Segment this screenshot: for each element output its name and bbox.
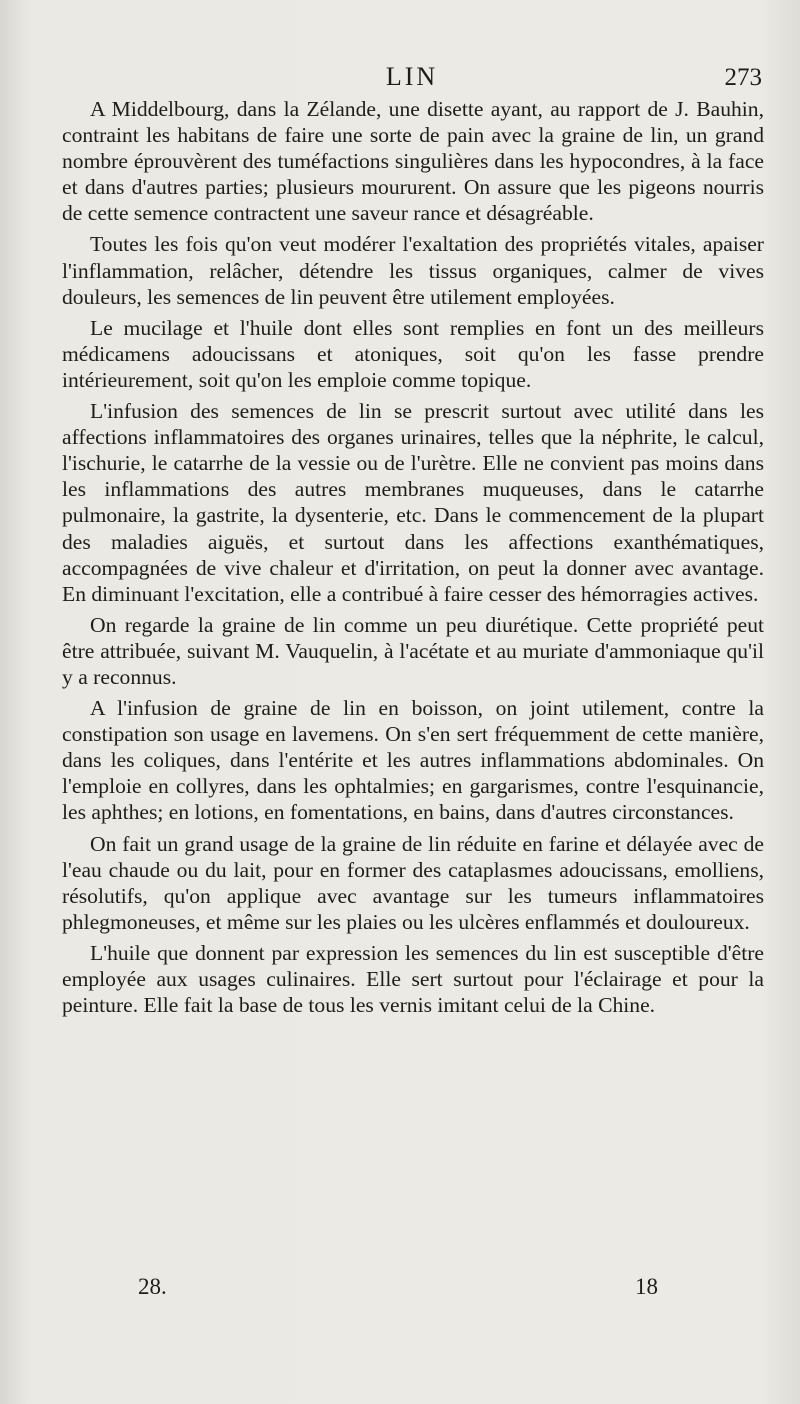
paragraph-diuretic: On regarde la graine de lin comme un peu diurétique. Cette propriété peut être attribuée, suivant M. Vauquelin, à l'acétate et au muriate d'ammoniaque qu'il y a reconnus. xyxy=(62,612,764,689)
body-text xyxy=(62,96,764,1023)
footer-mark: 18 xyxy=(635,1274,658,1299)
page-title: LIN xyxy=(385,62,439,91)
paragraph-infusion: L'infusion des semences de lin se prescrit surtout avec utilité dans les affections inflammatoires des organes urinaires, telles que la néphrite, le calcul, l'ischurie, le catarrhe de la vessie ou de l'urètre. Elle ne convient pas moins dans les inflammations des autres membranes muqueuses, dans le catarrhe pulmonaire, la gastrite, la dysenterie, etc. Dans le commencement de la plupart des maladies aiguës, et surtout dans les affections exanthématiques, accompagnées de vive chaleur et d'irritation, on peut la donner avec avantage. En diminuant l'excitation, elle a contribué à faire cesser des hémorragies actives. xyxy=(62,399,764,606)
running-head xyxy=(62,62,762,98)
paragraph-famine: A Middelbourg, dans la Zélande, une disette ayant, au rapport de J. Bauhin, contraint les habitans de faire une sorte de pain avec la graine de lin, un grand nombre éprouvèrent des tuméfactions singulières dans les hypocondres, à la face et dans d'autres parties; plusieurs moururent. On assure que les pigeons nourris de cette semence contractent une saveur rance et désagréable. xyxy=(62,97,764,226)
signature-mark: 28. xyxy=(138,1274,167,1299)
page-footer xyxy=(138,1274,658,1304)
page-number: 273 xyxy=(724,64,762,91)
paragraph-emollient-uses: Toutes les fois qu'on veut modérer l'exaltation des propriétés vitales, apaiser l'inflammation, relâcher, détendre les tissus organiques, calmer de vives douleurs, les semences de lin peuvent être utilement employées. xyxy=(62,232,764,309)
paragraph-cataplasmes: On fait un grand usage de la graine de lin réduite en farine et délayée avec de l'eau chaude ou du lait, pour en former des cataplasmes adoucissans, emolliens, résolutifs, qu'on applique avec avantage sur les tumeurs inflammatoires phlegmoneuses, et même sur les plaies ou les ulcères enflammés et douloureux. xyxy=(62,831,764,934)
paragraph-mucilage: Le mucilage et l'huile dont elles sont remplies en font un des meilleurs médicamens adoucissans et atoniques, soit qu'on les fasse prendre intérieurement, soit qu'on les emploie comme topique. xyxy=(62,315,764,392)
paragraph-lavemens: A l'infusion de graine de lin en boisson, on joint utilement, contre la constipation son usage en lavemens. On s'en sert fréquemment de cette manière, dans les coliques, dans l'entérite et les autres inflammations abdominales. On l'emploie en collyres, dans les ophtalmies; en gargarismes, contre l'esquinancie, les aphthes; en lotions, en fomentations, en bains, dans d'autres circonstances. xyxy=(62,696,764,825)
paragraph-huile: L'huile que donnent par expression les semences du lin est susceptible d'être employée aux usages culinaires. Elle sert surtout pour l'éclairage et pour la peinture. Elle fait la base de tous les vernis imitant celui de la Chine. xyxy=(62,940,764,1018)
